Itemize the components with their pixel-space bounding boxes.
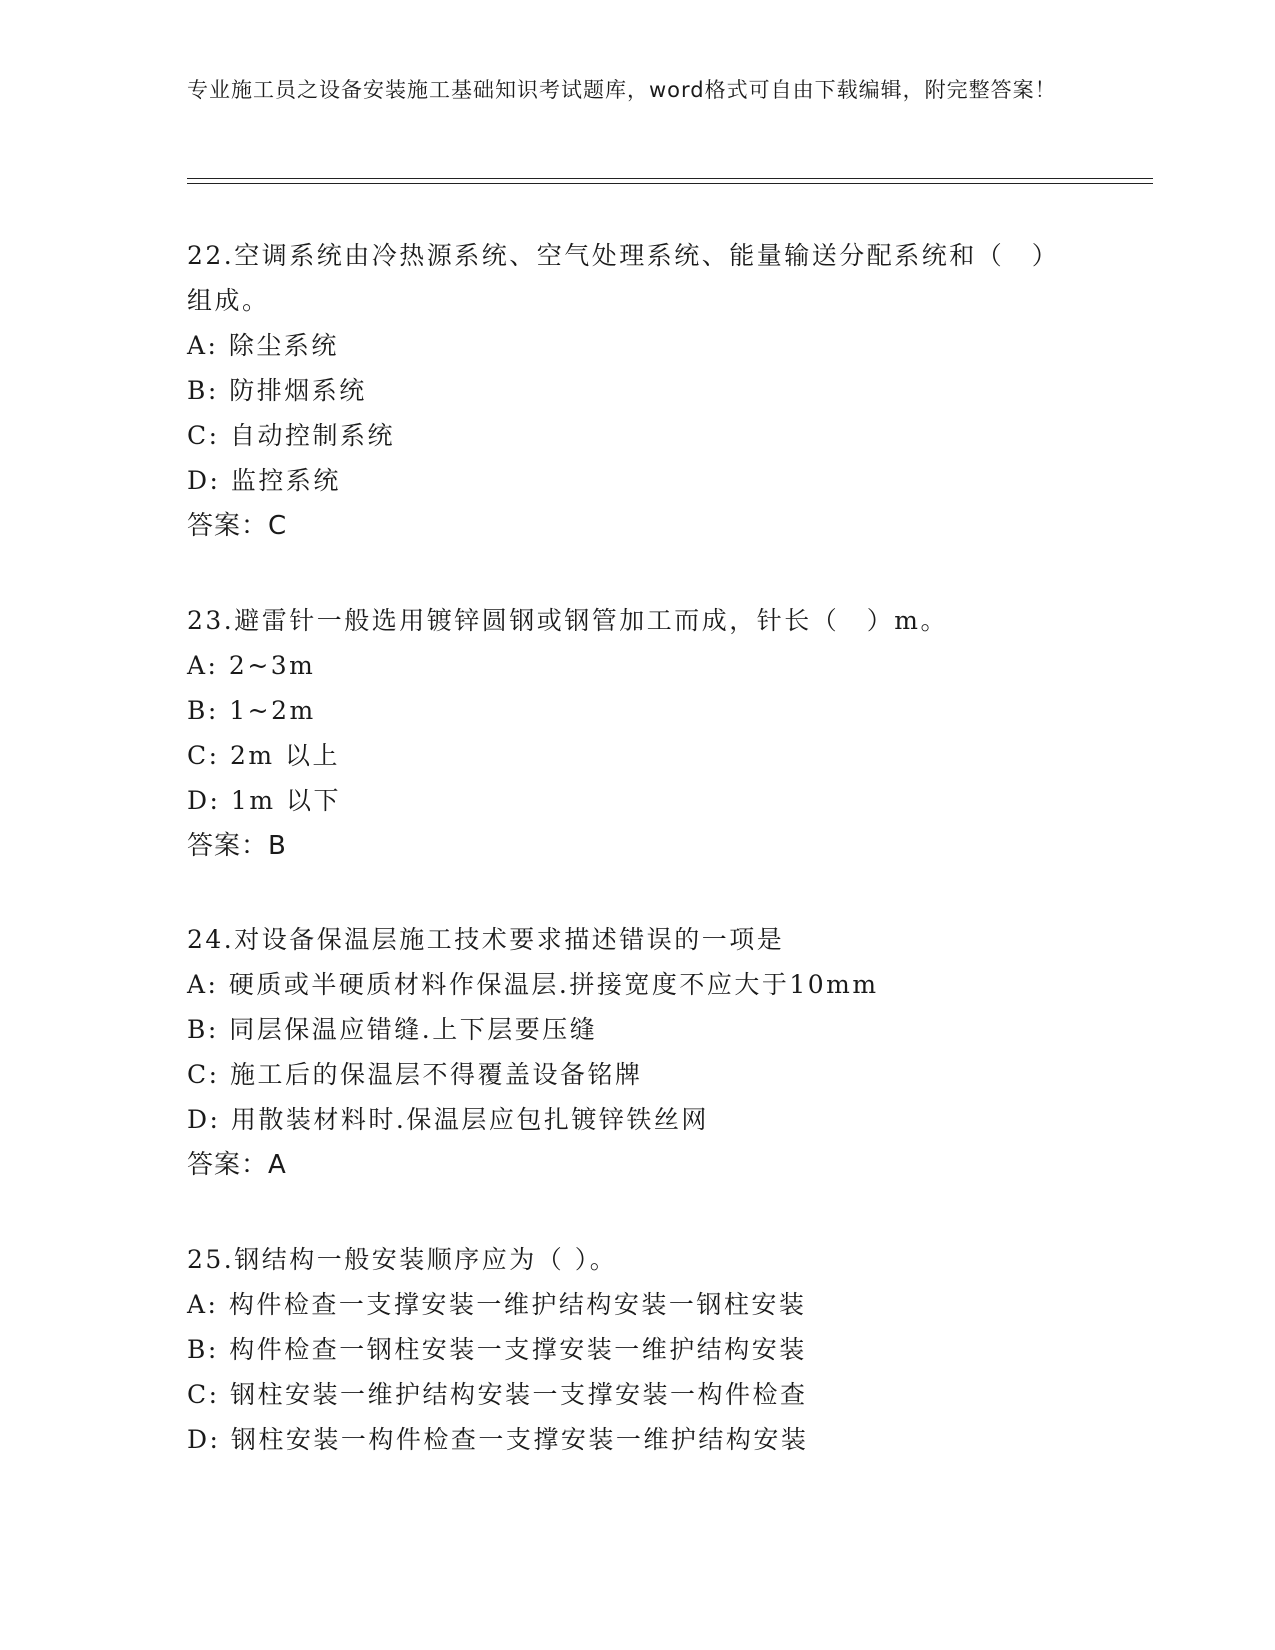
- option-d: D: 1m 以下: [187, 786, 341, 815]
- option-c: C: 钢柱安装一维护结构安装一支撑安装一构件检查: [187, 1380, 808, 1409]
- answer-line: 答案：B: [187, 831, 287, 861]
- question-22: [187, 233, 1087, 549]
- option-b: B: 构件检查一钢柱安装一支撑安装一维护结构安装: [187, 1335, 807, 1364]
- option-c: C: 2m 以上: [187, 741, 341, 770]
- option-a: A: 硬质或半硬质材料作保温层.拼接宽度不应大于10mm: [187, 970, 879, 999]
- option-b: B: 防排烟系统: [187, 376, 367, 405]
- question-stem: 22.空调系统由冷热源系统、空气处理系统、能量输送分配系统和（ ）组成。: [187, 241, 1047, 315]
- document-header: 专业施工员之设备安装施工基础知识考试题库，word格式可自由下载编辑，附完整答案！: [187, 78, 1057, 102]
- question-stem: 24.对设备保温层施工技术要求描述错误的一项是: [187, 925, 785, 954]
- question-stem: 23.避雷针一般选用镀锌圆钢或钢管加工而成，针长（ ）m。: [187, 606, 948, 635]
- header-divider-top: [187, 178, 1153, 179]
- question-25: [187, 1237, 1087, 1462]
- question-23: [187, 598, 1087, 869]
- option-b: B: 1~2m: [187, 696, 316, 725]
- question-stem: 25.钢结构一般安装顺序应为（ ）。: [187, 1245, 618, 1274]
- option-d: D: 钢柱安装一构件检查一支撑安装一维护结构安装: [187, 1425, 809, 1454]
- answer-line: 答案：A: [187, 1150, 287, 1180]
- option-d: D: 监控系统: [187, 466, 341, 495]
- option-b: B: 同层保温应错缝.上下层要压缝: [187, 1015, 598, 1044]
- header-divider-bottom: [187, 183, 1153, 184]
- option-d: D: 用散装材料时.保温层应包扎镀锌铁丝网: [187, 1105, 709, 1134]
- option-a: A: 构件检查一支撑安装一维护结构安装一钢柱安装: [187, 1290, 807, 1319]
- answer-line: 答案：C: [187, 511, 288, 541]
- option-a: A: 2~3m: [187, 651, 316, 680]
- option-c: C: 自动控制系统: [187, 421, 395, 450]
- question-24: [187, 917, 1087, 1188]
- option-a: A: 除尘系统: [187, 331, 339, 360]
- option-c: C: 施工后的保温层不得覆盖设备铭牌: [187, 1060, 643, 1089]
